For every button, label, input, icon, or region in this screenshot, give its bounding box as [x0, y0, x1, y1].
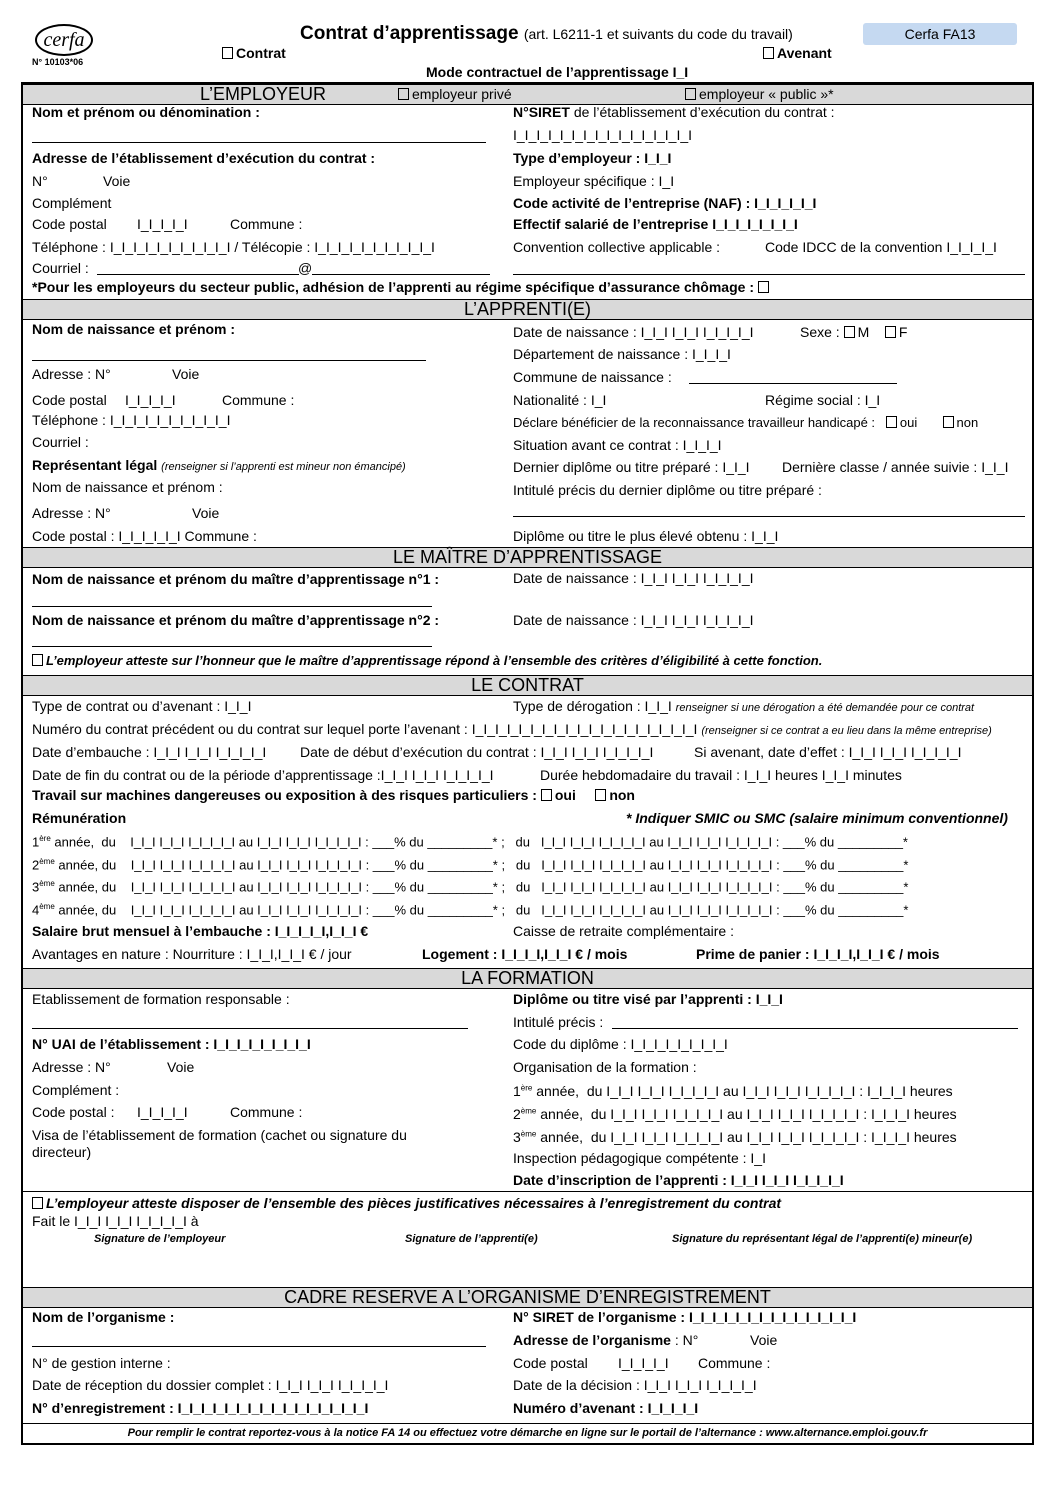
- section-contrat-header: [23, 675, 1032, 696]
- section-employeur-header: [23, 84, 1032, 105]
- apprenti-voie-label: Voie: [172, 366, 200, 382]
- employeur-telephone-field[interactable]: Téléphone : I_I_I_I_I_I_I_I_I_I_I / Télécopie : I_I_I_I_I_I_I_I_I_I_I: [32, 239, 435, 255]
- contrat-machines: [32, 787, 635, 803]
- employeur-idcc-field[interactable]: Code IDCC de la convention I_I_I_I_I: [765, 239, 997, 255]
- non-label: non: [956, 415, 979, 430]
- numero-note: (renseigner si ce contrat a eu lieu dans la même entreprise): [701, 725, 992, 737]
- employeur-nom-label: Nom et prénom ou dénomination :: [32, 104, 260, 120]
- avenant-number-field[interactable]: Numéro d’avenant : I_I_I_I_I: [513, 1400, 699, 1416]
- apprenti-derniere-classe-field[interactable]: Dernière classe / année suivie : I_I_I: [782, 459, 1009, 475]
- smic-note: * Indiquer SMIC ou SMC (salaire minimum conventionnel): [626, 810, 1008, 826]
- adresse-label: Adresse de l’organisme: [513, 1332, 671, 1348]
- maitre2-nom-field[interactable]: [32, 646, 432, 647]
- remuneration-year-4[interactable]: [32, 902, 908, 917]
- title-sub: (art. L6211-1 et suivants du code du travail): [523, 26, 793, 42]
- remuneration-year-3[interactable]: [32, 879, 908, 894]
- apprenti-cp-field[interactable]: I_I_I_I_I: [125, 392, 176, 408]
- form-number: N° 10103*06: [32, 57, 84, 67]
- reception-field[interactable]: Date de réception du dossier complet : I_I_I I_I_I I_I_I_I_I: [32, 1377, 389, 1393]
- apprenti-nom-field[interactable]: [32, 360, 426, 361]
- sexe-f-checkbox[interactable]: [885, 326, 896, 338]
- oui-label: oui: [554, 787, 576, 803]
- divider: [23, 1191, 1032, 1192]
- year-fields[interactable]: année, du I_I_I I_I_I I_I_I_I_I au I_I_I I_I_I I_I_I_I_I : ___% du _________* ; du I_I_I I_I_I I_I_I_I_I au I_I_I I_I_I I_I_I_I_I : ___% du _________*: [54, 879, 909, 895]
- year-fields[interactable]: année, du I_I_I I_I_I I_I_I_I_I au I_I_I I_I_I I_I_I_I_I : I_I_I_I heures: [536, 1129, 957, 1145]
- organisme-cp-field[interactable]: I_I_I_I_I: [618, 1355, 669, 1371]
- employeur-convention-label: Convention collective applicable :: [513, 239, 721, 255]
- year-sup: ème: [520, 1129, 537, 1139]
- enregistrement-field[interactable]: N° d’enregistrement : I_I_I_I_I_I_I_I_I_I_I_I_I_I_I_I_I: [32, 1400, 369, 1416]
- apprenti-nom-label: Nom de naissance et prénom :: [32, 321, 236, 337]
- apprenti-departement-field[interactable]: Département de naissance : I_I_I_I: [513, 346, 731, 362]
- checkbox-icon[interactable]: [398, 88, 409, 100]
- title-main: Contrat d’apprentissage: [300, 23, 519, 44]
- code-diplome-field[interactable]: Code du diplôme : I_I_I_I_I_I_I_I_I: [513, 1036, 728, 1052]
- formation-year-2[interactable]: [513, 1106, 957, 1122]
- representant-note: (renseigner si l’apprenti est mineur non émancipé): [161, 461, 406, 473]
- organisme-adresse: [513, 1332, 698, 1348]
- numero-field[interactable]: Numéro du contrat précédent ou du contrat sur lequel porte l’avenant : I_I_I_I_I_I_I_I_I_I_I_I_I_I_I_I_I_I_I_I: [32, 721, 698, 737]
- non-label: non: [609, 787, 635, 803]
- convention-field[interactable]: [513, 274, 1025, 275]
- apprenti-sexe: [800, 324, 907, 340]
- maitre1-nom-label: Nom de naissance et prénom du maître d’apprentissage n°1 :: [32, 571, 440, 587]
- handicap-non-checkbox[interactable]: [943, 416, 954, 428]
- year-ord: 4: [32, 902, 40, 918]
- section-title: LE CONTRAT: [471, 675, 584, 695]
- contrat-debut-field[interactable]: Date de début d’exécution du contrat : I_I_I I_I_I I_I_I_I_I: [300, 744, 654, 760]
- derogation-field[interactable]: Type de dérogation : I_I_I: [513, 698, 672, 714]
- remuneration-label: Rémunération: [32, 810, 127, 826]
- apprenti-situation-field[interactable]: Situation avant ce contrat : I_I_I_I: [513, 437, 722, 453]
- formation-year-1[interactable]: [513, 1083, 953, 1099]
- employeur-public-option[interactable]: [685, 86, 834, 102]
- m-label: M: [857, 324, 870, 340]
- representant-nom-label: Nom de naissance et prénom :: [32, 479, 223, 495]
- representant-label: Représentant légal: [32, 457, 158, 473]
- uai-field[interactable]: N° UAI de l’établissement : I_I_I_I_I_I_I_I_I: [32, 1036, 311, 1052]
- employeur-specifique-field[interactable]: Employeur spécifique : I_I: [513, 173, 675, 189]
- apprenti-telephone-field[interactable]: Téléphone : I_I_I_I_I_I_I_I_I_I_I: [32, 412, 231, 428]
- organisation-label: Organisation de la formation :: [513, 1059, 697, 1075]
- mode-contractuel[interactable]: Mode contractuel de l’apprentissage I_I: [426, 64, 689, 80]
- panier-field[interactable]: Prime de panier : I_I_I_I,I_I_I € / mois: [696, 946, 940, 962]
- year-ord: 2: [32, 857, 40, 873]
- adresse-num: : N°: [674, 1332, 699, 1348]
- maitre1-date-field[interactable]: Date de naissance : I_I_I I_I_I I_I_I_I_I: [513, 570, 754, 586]
- inspection-field[interactable]: Inspection pédagogique compétente : I_I: [513, 1150, 766, 1166]
- year-ord: 2: [513, 1106, 521, 1122]
- option-label: employeur « public »*: [699, 86, 834, 102]
- apprenti-adresse-label: Adresse : N°: [32, 366, 111, 382]
- apprenti-handicap: [513, 415, 978, 430]
- avenant-option[interactable]: [763, 45, 832, 61]
- logement-field[interactable]: Logement : I_I_I_I,I_I_I € / mois: [422, 946, 628, 962]
- year-sup: ème: [39, 857, 55, 866]
- section-organisme-header: [23, 1287, 1032, 1308]
- apprenti-naissance-field[interactable]: Date de naissance : I_I_I I_I_I I_I_I_I_I: [513, 324, 754, 340]
- section-maitre-header: [23, 547, 1032, 568]
- contrat-derogation[interactable]: [513, 698, 974, 714]
- apprenti-cp-label: Code postal: [32, 392, 107, 408]
- year-ord: 1: [32, 834, 40, 850]
- etablissement-label: Etablissement de formation responsable :: [32, 991, 290, 1007]
- employeur-cp-label: Code postal: [32, 216, 107, 232]
- section-formation-header: [23, 968, 1032, 989]
- contrat-duree-field[interactable]: Durée hebdomadaire du travail : I_I_I heures I_I_I minutes: [540, 767, 902, 783]
- checkbox-icon[interactable]: [685, 88, 696, 100]
- year-ord: 3: [513, 1129, 521, 1145]
- year-fields[interactable]: année, du I_I_I I_I_I I_I_I_I_I au I_I_I I_I_I I_I_I_I_I : ___% du _________* ; du I_I_I I_I_I I_I_I_I_I au I_I_I I_I_I I_I_I_I_I : ___% du _________*: [50, 834, 908, 850]
- courriel-user-field[interactable]: [97, 274, 299, 275]
- formation-voie-label: Voie: [167, 1059, 195, 1075]
- signature-representant[interactable]: Signature du représentant légal de l’apprenti(e) mineur(e): [672, 1233, 973, 1245]
- section-title: LE MAÎTRE D’APPRENTISSAGE: [392, 547, 663, 567]
- attestation-checkbox[interactable]: [32, 654, 43, 666]
- employeur-num-label: N°: [32, 173, 48, 189]
- apprenti-plus-eleve-field[interactable]: Diplôme ou titre le plus élevé obtenu : I_I_I: [513, 528, 779, 544]
- organisme-commune-label: Commune :: [698, 1355, 771, 1371]
- maitre2-nom-label: Nom de naissance et prénom du maître d’apprentissage n°2 :: [32, 612, 440, 628]
- year-sup: ère: [520, 1083, 533, 1093]
- machines-oui-checkbox[interactable]: [541, 789, 552, 801]
- contrat-checkbox[interactable]: [222, 47, 233, 59]
- representant-cp-field[interactable]: Code postal : I_I_I_I_I_I Commune :: [32, 528, 257, 544]
- contrat-embauche-field[interactable]: Date d’embauche : I_I_I I_I_I I_I_I_I_I: [32, 744, 267, 760]
- apprenti-commune-label: Commune :: [222, 392, 295, 408]
- representant-legal: [32, 457, 406, 473]
- section-apprenti-header: [23, 299, 1032, 320]
- employeur-naf-field[interactable]: Code activité de l’entreprise (NAF) : I_I_I_I_I_I: [513, 195, 817, 211]
- signature-apprenti[interactable]: Signature de l’apprenti(e): [405, 1233, 538, 1245]
- pieces-attestation: [32, 1195, 781, 1211]
- cerfa-badge: Cerfa FA13: [863, 23, 1017, 45]
- formation-cp-field[interactable]: I_I_I_I_I: [137, 1104, 188, 1120]
- year-sup: ème: [39, 879, 55, 888]
- sexe-label: Sexe :: [800, 324, 840, 340]
- maitre1-nom-field[interactable]: [32, 606, 432, 607]
- remuneration-year-1[interactable]: [32, 834, 908, 849]
- apprenti-courriel-label: Courriel :: [32, 434, 89, 450]
- year-fields[interactable]: année, du I_I_I I_I_I I_I_I_I_I au I_I_I I_I_I I_I_I_I_I : ___% du _________* ; du I_I_I I_I_I I_I_I_I_I au I_I_I I_I_I I_I_I_I_I : ___% du _________*: [54, 857, 909, 873]
- public-note-text: *Pour les employeurs du secteur public, adhésion de l’apprenti au régime spécifique d’assurance chômage :: [32, 279, 754, 295]
- oui-label: oui: [899, 415, 918, 430]
- intitule-precis-field[interactable]: [612, 1028, 1018, 1029]
- machines-non-checkbox[interactable]: [595, 789, 606, 801]
- employeur-type-field[interactable]: Type d’employeur : I_I_I: [513, 150, 672, 166]
- handicap-label: Déclare bénéficier de la reconnaissance travailleur handicapé :: [513, 415, 876, 430]
- employeur-nom-field[interactable]: [32, 142, 486, 143]
- pieces-checkbox[interactable]: [32, 1197, 43, 1209]
- handicap-oui-checkbox[interactable]: [886, 416, 897, 428]
- gestion-label: N° de gestion interne :: [32, 1355, 171, 1371]
- organisme-siret-field[interactable]: N° SIRET de l’organisme : I_I_I_I_I_I_I_I_I_I_I_I_I_I_I: [513, 1309, 857, 1325]
- page-title: [300, 23, 793, 45]
- apprenti-dernier-diplome-field[interactable]: Dernier diplôme ou titre préparé : I_I_I: [513, 459, 750, 475]
- contrat-label: Contrat: [236, 45, 286, 61]
- signature-employeur[interactable]: Signature de l’employeur: [94, 1233, 226, 1245]
- organisme-nom-label: Nom de l’organisme :: [32, 1309, 175, 1325]
- remuneration-year-2[interactable]: [32, 857, 908, 872]
- employeur-complement-label: Complément: [32, 195, 112, 211]
- formation-complement-label: Complément :: [32, 1082, 120, 1098]
- pieces-text: L’employeur atteste disposer de l’ensemble des pièces justificatives nécessaires à l’enregistrement du contrat: [46, 1195, 782, 1211]
- machines-label: Travail sur machines dangereuses ou exposition à des risques particuliers :: [32, 787, 537, 803]
- contrat-fin-field[interactable]: Date de fin du contrat ou de la période d’apprentissage :I_I_I I_I_I I_I_I_I_I: [32, 767, 494, 783]
- commune-naissance-field[interactable]: [689, 383, 897, 384]
- salaire-field[interactable]: Salaire brut mensuel à l’embauche : I_I_I_I_I,I_I_I €: [32, 923, 369, 939]
- section-title: L’EMPLOYEUR: [199, 84, 327, 104]
- intitule-diplome-field[interactable]: [513, 516, 1025, 517]
- nourriture-field[interactable]: Avantages en nature : Nourriture : I_I_I,I_I_I € / jour: [32, 946, 352, 962]
- diplome-vise-field[interactable]: Diplôme ou titre visé par l’apprenti : I_I_I: [513, 991, 783, 1007]
- decision-field[interactable]: Date de la décision : I_I_I I_I_I I_I_I_I_I: [513, 1377, 757, 1393]
- option-label: employeur privé: [412, 86, 512, 102]
- organisme-cp-label: Code postal: [513, 1355, 588, 1371]
- logo-text: cerfa: [43, 28, 85, 51]
- derogation-note: renseigner si une dérogation a été demandée pour ce contrat: [675, 702, 975, 714]
- at-sign: @: [298, 260, 313, 276]
- representant-adresse-label: Adresse : N°: [32, 505, 111, 521]
- year-sup: ème: [520, 1106, 537, 1116]
- inscription-field[interactable]: Date d’inscription de l’apprenti : I_I_I I_I_I I_I_I_I_I: [513, 1172, 844, 1188]
- section-title: L’APPRENTI(E): [463, 299, 592, 319]
- contrat-effet-field[interactable]: Si avenant, date d’effet : I_I_I I_I_I I_I_I_I_I: [694, 744, 962, 760]
- employeur-siret-label: N°SIRET de l’établissement d’exécution du contrat :: [513, 104, 835, 120]
- employeur-prive-option[interactable]: [398, 86, 512, 102]
- employeur-commune-label: Commune :: [230, 216, 303, 232]
- organisme-nom-field[interactable]: [32, 1346, 486, 1347]
- employeur-public-note: [32, 279, 772, 295]
- avenant-checkbox[interactable]: [763, 47, 774, 59]
- avenant-label: Avenant: [777, 45, 832, 61]
- year-fields[interactable]: année, du I_I_I I_I_I I_I_I_I_I au I_I_I I_I_I I_I_I_I_I : I_I_I_I heures: [532, 1083, 953, 1099]
- formation-year-3[interactable]: [513, 1129, 957, 1145]
- year-fields[interactable]: année, du I_I_I I_I_I I_I_I_I_I au I_I_I I_I_I I_I_I_I_I : ___% du _________* ; du I_I_I I_I_I I_I_I_I_I au I_I_I I_I_I I_I_I_I_I : ___% du _________*: [54, 902, 909, 918]
- employeur-cp-field[interactable]: I_I_I_I_I: [137, 216, 188, 232]
- maitre2-date-field[interactable]: Date de naissance : I_I_I I_I_I I_I_I_I_I: [513, 612, 754, 628]
- organisme-voie-label: Voie: [750, 1332, 778, 1348]
- section-title: LA FORMATION: [461, 968, 594, 988]
- employeur-effectif-field[interactable]: Effectif salarié de l’entreprise I_I_I_I_I_I_I_I: [513, 216, 798, 232]
- visa-label: Visa de l’établissement de formation (cachet ou signature du: [32, 1127, 407, 1143]
- apprenti-intitule-label: Intitulé précis du dernier diplôme ou titre préparé :: [513, 482, 822, 498]
- year-fields[interactable]: année, du I_I_I I_I_I I_I_I_I_I au I_I_I I_I_I I_I_I_I_I : I_I_I_I heures: [536, 1106, 957, 1122]
- year-ord: 3: [32, 879, 40, 895]
- assurance-chomage-checkbox[interactable]: [758, 281, 769, 293]
- f-label: F: [898, 324, 908, 340]
- fait-le-field[interactable]: Fait le I_I_I I_I_I I_I_I_I_I à: [32, 1213, 199, 1229]
- apprenti-commune-naissance-label: Commune de naissance :: [513, 369, 672, 385]
- formation-commune-label: Commune :: [230, 1104, 303, 1120]
- contrat-numero[interactable]: [32, 721, 992, 737]
- year-sup: ère: [39, 834, 51, 843]
- representant-voie-label: Voie: [192, 505, 220, 521]
- apprenti-nationalite-field[interactable]: Nationalité : I_I: [513, 392, 607, 408]
- apprenti-regime-field[interactable]: Régime social : I_I: [765, 392, 881, 408]
- year-ord: 1: [513, 1083, 521, 1099]
- employeur-courriel-label: Courriel :: [32, 260, 89, 276]
- visa-label-2: directeur): [32, 1144, 92, 1160]
- maitre-attestation: [32, 653, 822, 668]
- intitule-precis-label: Intitulé précis :: [513, 1014, 604, 1030]
- year-sup: ème: [39, 902, 55, 911]
- etablissement-field[interactable]: [32, 1028, 468, 1029]
- cerfa-logo: [35, 24, 93, 56]
- employeur-adresse-label: Adresse de l’établissement d’exécution du contrat :: [32, 150, 376, 166]
- attestation-text: L’employeur atteste sur l’honneur que le maître d’apprentissage répond à l’ensemble des critères d’éligibilité à cette fonction.: [46, 653, 823, 668]
- contrat-option[interactable]: [222, 45, 286, 61]
- formation-cp-label: Code postal :: [32, 1104, 115, 1120]
- courriel-domain-field[interactable]: [312, 274, 490, 275]
- footer-note: Pour remplir le contrat reportez-vous à la notice FA 14 ou effectuez votre démarche en ligne sur le portail de l’alternance : www.alternance.emploi.gouv.fr: [23, 1423, 1032, 1444]
- contrat-type-field[interactable]: Type de contrat ou d’avenant : I_I_I: [32, 698, 252, 714]
- employeur-siret-field[interactable]: I_I_I_I_I_I_I_I_I_I_I_I_I_I_I_I: [513, 127, 693, 143]
- sexe-m-checkbox[interactable]: [844, 326, 855, 338]
- formation-adresse-label: Adresse : N°: [32, 1059, 111, 1075]
- retraite-label: Caisse de retraite complémentaire :: [513, 923, 734, 939]
- employeur-voie-label: Voie: [103, 173, 131, 189]
- section-title: CADRE RESERVE A L’ORGANISME D’ENREGISTREMENT: [284, 1287, 771, 1307]
